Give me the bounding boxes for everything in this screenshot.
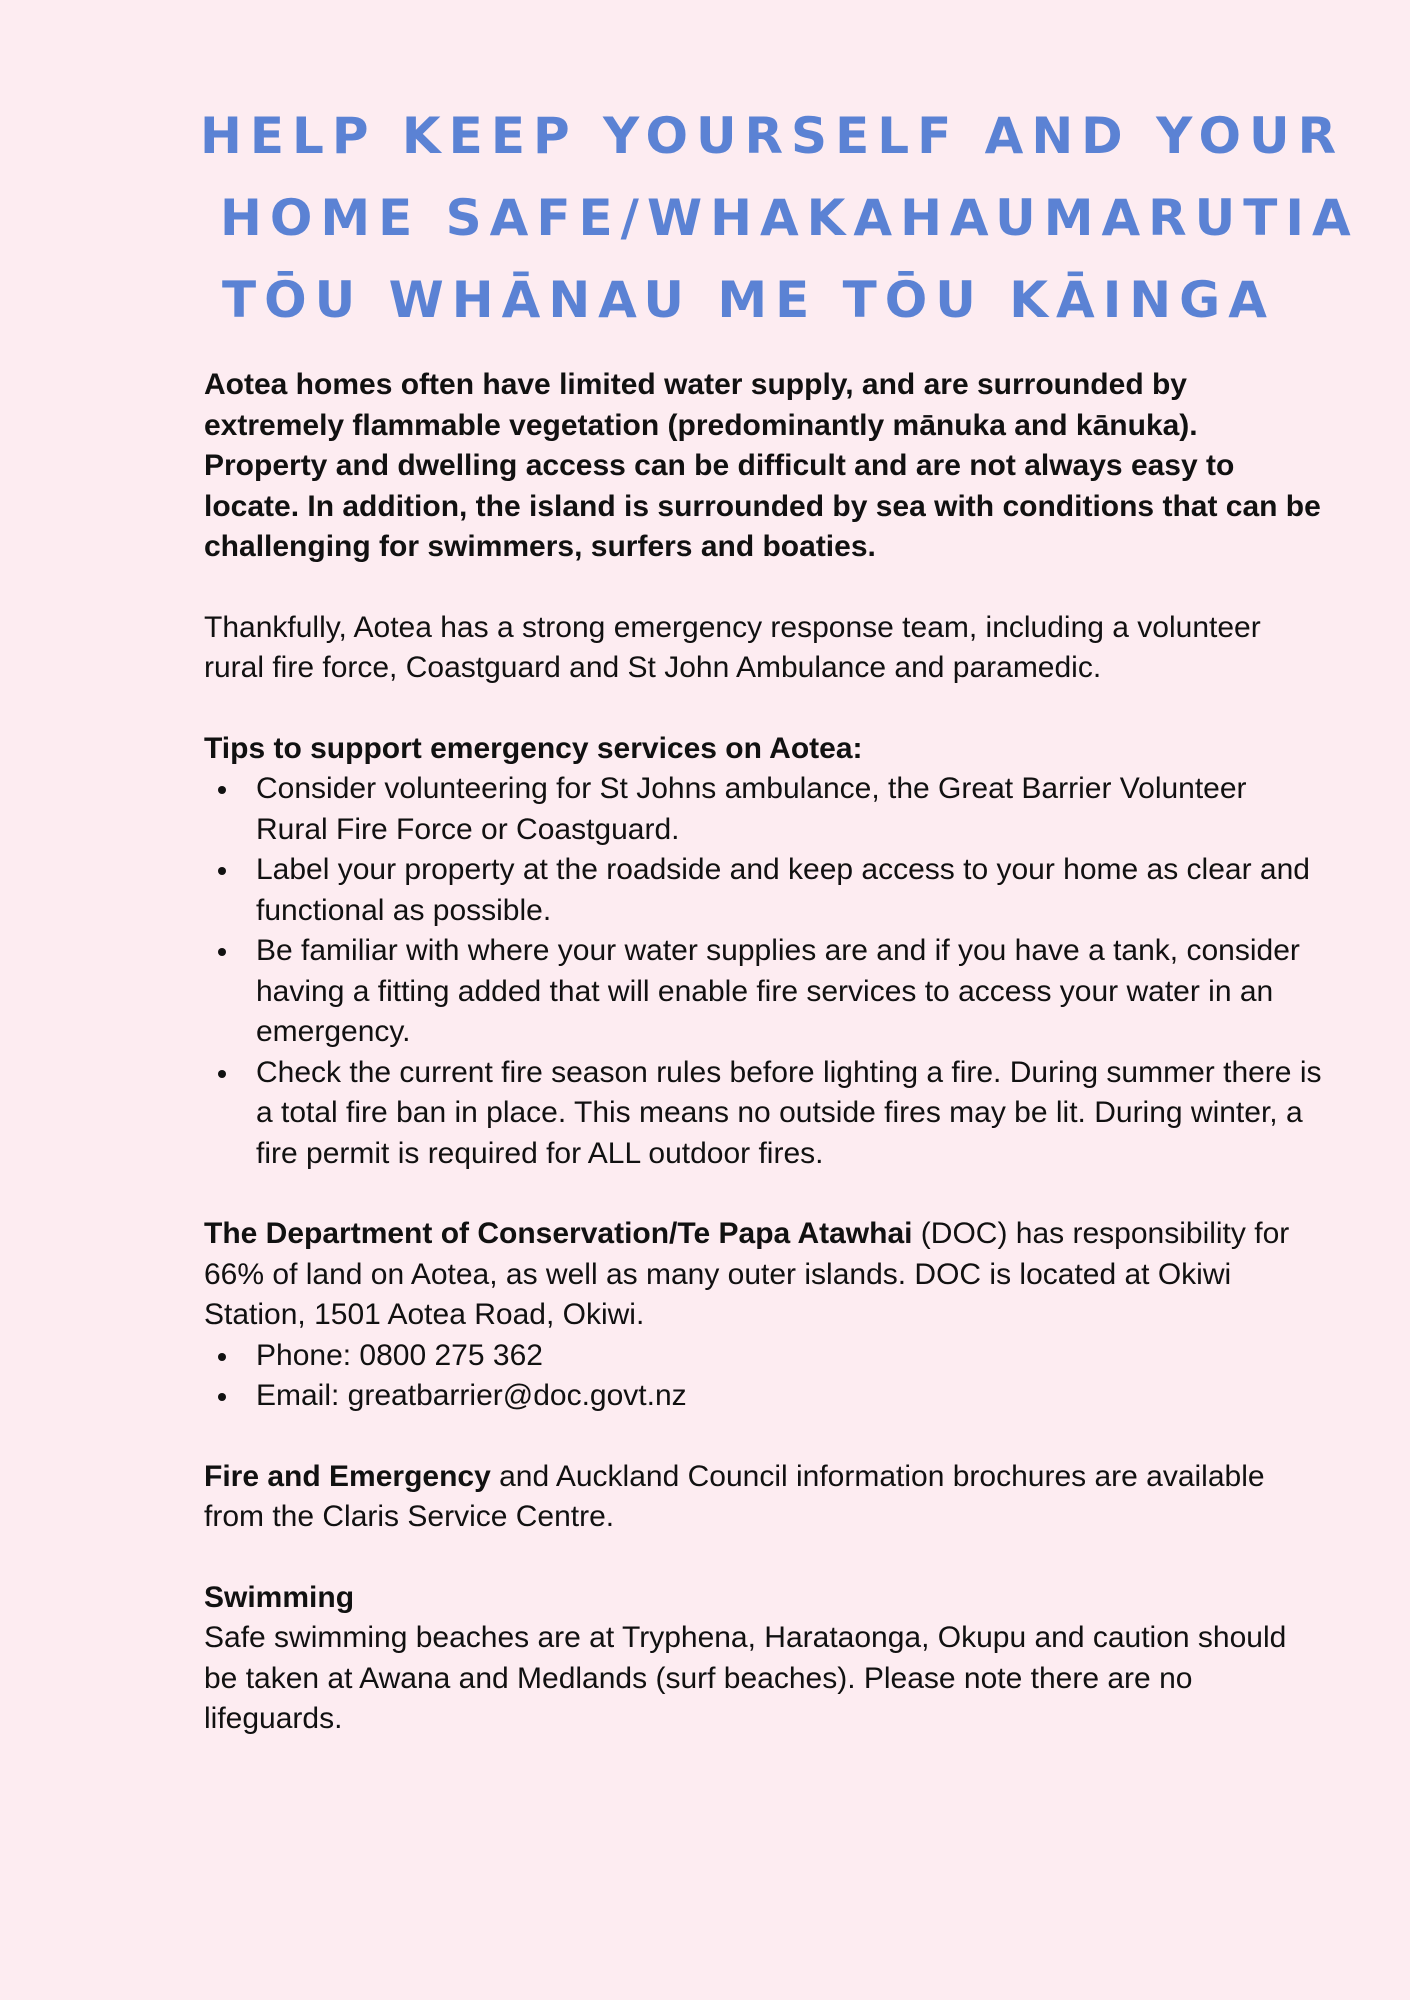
body-content [204,365,1324,1740]
intro-paragraph: Aotea homes often have limited water supply, and are surrounded by extremely flammable vegetation (predominantly mānuka and kānuka). Property and dwelling access can be difficult and are not always easy to locate. In addition, the island is surrounded by sea with conditions that can be challenging for swimmers, surfers and boaties. [204,368,1321,563]
title-line-2: HOME SAFE/WHAKAHAUMARUTIA [220,189,1359,247]
list-item: Check the current fire season rules before lighting a fire. During summer there is a total fire ban in place. This means no outside fires may be lit. During winter, a fire permit is required for ALL outdoor fires. [204,1053,1324,1175]
spacer [204,1174,1324,1214]
fire-paragraph [204,1457,1324,1538]
swimming-heading: Swimming [204,1580,355,1614]
spacer [204,568,1324,608]
spacer [204,689,1324,729]
doc-contact-list [204,1336,1324,1417]
fire-name: Fire and Emergency [204,1459,491,1493]
tips-heading: Tips to support emergency services on Aotea: [204,731,863,765]
tips-list [204,769,1324,1174]
swimming-paragraph: Safe swimming beaches are at Tryphena, Harataonga, Okupu and caution should be taken at Awana and Medlands (surf beaches). Please note there are no lifeguards. [204,1621,1287,1735]
doc-text: (DOC) has responsibility for 66% of land on Aotea, as well as many outer islands. DOC is located at Okiwi Station, 1501 Aotea Road, Okiwi. [204,1217,1290,1331]
doc-email: Email: greatbarrier@doc.govt.nz [204,1376,1324,1417]
page-title [160,95,1390,341]
emergency-team-paragraph: Thankfully, Aotea has a strong emergency response team, including a volunteer rural fire force, Coastguard and St John Ambulance and paramedic. [204,610,1261,684]
fire-text: and Auckland Council information brochures are available from the Claris Service Centre. [204,1459,1265,1533]
list-item: Label your property at the roadside and keep access to your home as clear and functional as possible. [204,850,1324,931]
spacer [204,1538,1324,1578]
list-item: Consider volunteering for St Johns ambulance, the Great Barrier Volunteer Rural Fire Force or Coastguard. [204,769,1324,850]
list-item: Be familiar with where your water supplies are and if you have a tank, consider having a fitting added that will enable fire services to access your water in an emergency. [204,931,1324,1053]
doc-name: The Department of Conservation/Te Papa Atawhai [204,1217,913,1250]
doc-phone: Phone: 0800 275 362 [204,1336,1324,1377]
title-line-1: HELP KEEP YOURSELF AND YOUR [200,107,1345,165]
title-line-3: TŌU WHĀNAU ME TŌU KĀINGA [222,271,1275,329]
doc-paragraph [204,1214,1324,1336]
spacer [204,1417,1324,1457]
